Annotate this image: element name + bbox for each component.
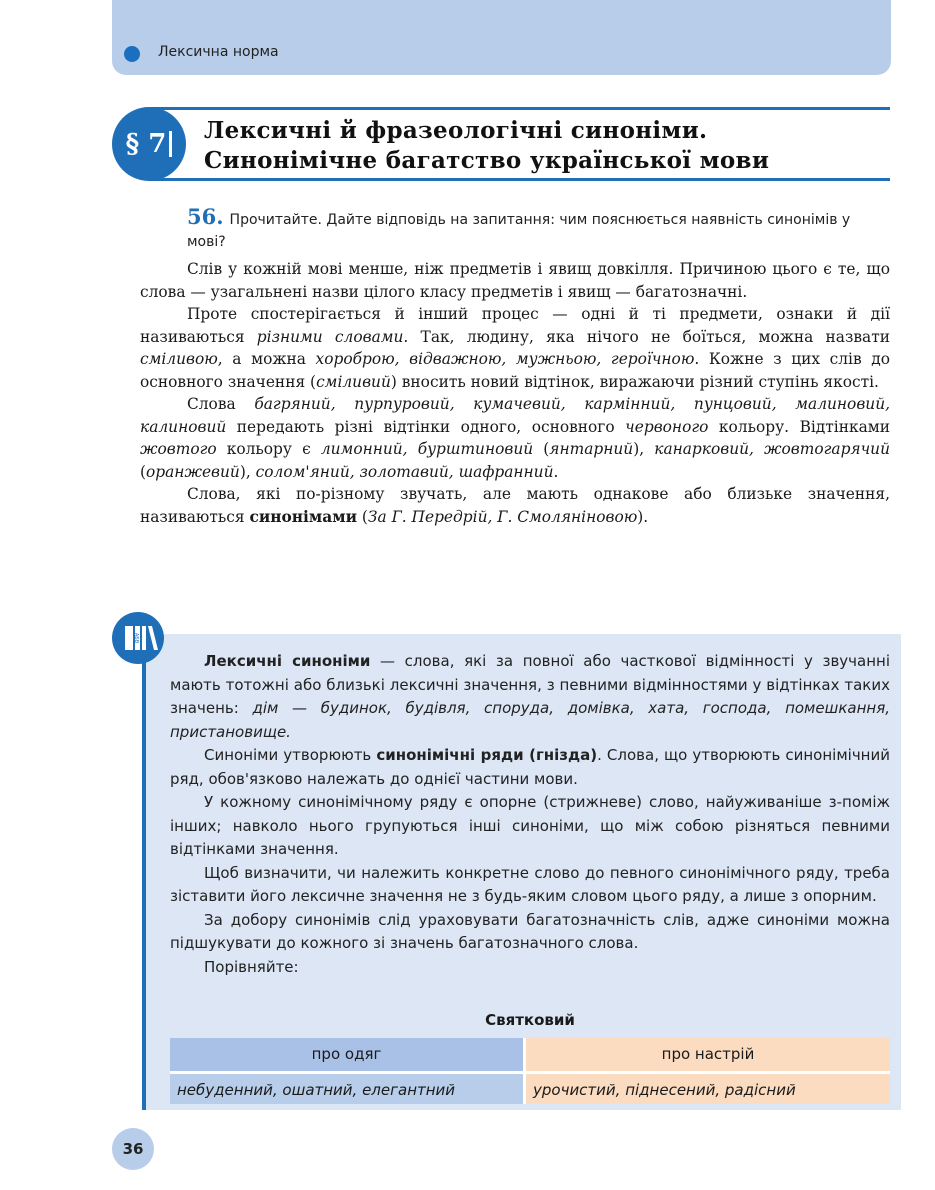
table-header-row: [170, 1038, 890, 1071]
chapter-header-bar: [112, 0, 891, 75]
exercise-number: 56.: [187, 204, 224, 229]
page-number: 36: [112, 1128, 154, 1170]
exercise-task: [187, 206, 890, 253]
rule-paragraph: У кожному синонімічному ряду є опорне (стрижневе) слово, найуживаніше з-поміж інших; навколо нього групуються інші синоніми, що між собою різняться певними відтінками значення.: [170, 793, 890, 858]
text-paragraph: Проте спостерігається й інший процес — одні й ті предмети, ознаки й дії називаються різними словами. Так, людину, яка нічого не боїться, можна назвати сміливою, а можна хороброю, відважною, мужньою, героїчною. Кожне з цих слів до основного значення (сміливий) вносить новий відтінок, виражаючи різний ступінь якості.: [140, 305, 890, 391]
rule-paragraph: Порівняйте:: [204, 957, 299, 976]
section-badge: [112, 107, 186, 181]
rule-paragraph: Синоніми утворюють синонімічні ряди (гнізда). Слова, що утворюють синонімічний ряд, обов'язково належать до однієї частини мови.: [170, 746, 890, 788]
rule-paragraph: За добору синонімів слід ураховувати багатозначність слів, адже синоніми можна підшукувати до кожного зі значень багатозначного слова.: [170, 910, 890, 952]
section-title-line1: Лексичні й фразеологічні синоніми.: [204, 117, 708, 144]
table-cell: небуденний, ошатний, елегантний: [170, 1071, 526, 1104]
exercise-instruction: Прочитайте. Дайте відповідь на запитання: чим пояснюється наявність синонімів у мові?: [187, 212, 851, 250]
bookshelf-icon: [112, 612, 164, 664]
table-header-cell: про настрій: [526, 1038, 890, 1071]
section-top-rule: [150, 107, 890, 110]
section-number: § 7: [126, 131, 173, 157]
bullet-icon: [124, 46, 140, 62]
svg-text:АБВ: АБВ: [133, 632, 139, 644]
section-title-line2: Синонімічне багатство української мови: [204, 147, 770, 174]
comparison-table: [170, 1038, 890, 1104]
table-header-cell: про одяг: [170, 1038, 526, 1071]
text-paragraph: Слова багряний, пурпуровий, кумачевий, кармінний, пунцовий, малиновий, калиновий передають різні відтінки одного, основного червоного кольору. Відтінками жовтого кольору є лимонний, бурштиновий (янтарний), канарковий, жовтогарячий (оранжевий), солом'яний, золотавий, шафранний.: [140, 395, 891, 481]
reading-text: [140, 258, 890, 528]
table-row: [170, 1071, 890, 1104]
section-bottom-rule: [150, 178, 890, 181]
chapter-title: Лексична норма: [158, 44, 279, 60]
table-cell: урочистий, піднесений, радісний: [526, 1071, 890, 1104]
section-title: [204, 116, 769, 176]
text-paragraph: Слова, які по-різному звучать, але мають однакове або близьке значення, називаються синонімами (За Г. Передрій, Г. Смоляніновою).: [140, 485, 890, 526]
rule-text: [170, 650, 890, 979]
table-title: Святковий: [485, 1011, 575, 1029]
text-paragraph: Слів у кожній мові менше, ніж предметів і явищ довкілля. Причиною цього є те, що слова — узагальнені назви цілого класу предметів і явищ — багатозначні.: [140, 260, 890, 301]
rule-paragraph: Лексичні синоніми — слова, які за повної або часткової відмінності у звучанні мають тотожні або близькі лексичні значення, з певними відмінностями у відтінках таких значень: дім — будинок, будівля, споруда, домівка, хата, господа, помешкання, пристановище.: [170, 652, 890, 741]
rule-paragraph: Щоб визначити, чи належить конкретне слово до певного синонімічного ряду, треба зіставити його лексичне значення не з будь-яким словом цього ряду, а лише з опорним.: [170, 863, 890, 905]
